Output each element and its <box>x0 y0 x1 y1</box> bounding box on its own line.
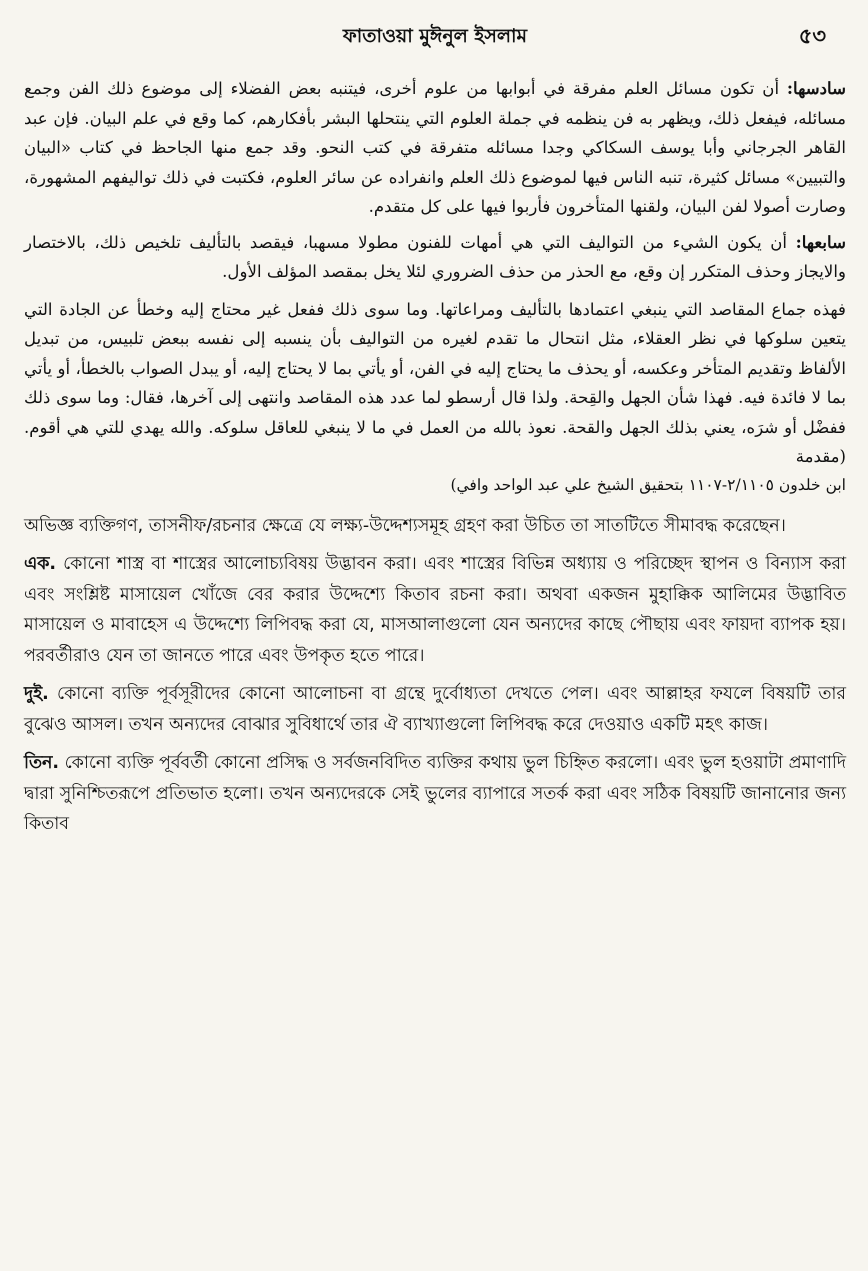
bengali-label-one: এক. <box>24 554 57 574</box>
bengali-text-one: কোনো শাস্ত্র বা শাস্ত্রের আলোচ্যবিষয় উদ্ভাবন করা। এবং শাস্ত্রের বিভিন্ন অধ্যায় ও পরিচ্ছেদ স্থাপন ও বিন্যাস করা এবং সংশ্লিষ্ট মাসায়েল খোঁজে বের করার উদ্দেশ্যে কিতাব রচনা করা। অথবা একজন মুহাক্কিক আলিমের উদ্ভাবিত মাসায়েল ও মাবাহেস এ উদ্দেশ্যে লিপিবদ্ধ করা যে, মাসআলাগুলো যেন অন্যদের কাছে পৌছায় এবং ফায়দা ব্যাপক হয়। পরবর্তীরাও যেন তা জানতে পারে এবং উপকৃত হতে পারে। <box>24 554 846 666</box>
bengali-label-two: দুই. <box>24 684 49 704</box>
arabic-label-seventh: سابعها: <box>795 231 846 252</box>
bengali-label-three: তিন. <box>24 753 60 773</box>
arabic-paragraph-seventh <box>24 228 846 287</box>
arabic-text-sixth: أن تكون مسائل العلم مفرقة في أبوابها من علوم أخرى، فيتنبه بعض الفضلاء إلى موضوع ذلك الفن وجمع مسائله، فيفعل ذلك، ويظهر به فن ينظمه في جملة العلوم التي ينتحلها البشر بأفكارهم، كما وقع في علم البيان. فإن عبد القاهر الجرجاني وأبا يوسف السكاكي وجدا مسائله متفرقة في كتب النحو. وقد جمع منها الجاحظ في كتاب «البيان والتبيين» مسائل كثيرة، تنبه الناس فيها لموضوع ذلك العلم وانفراده عن سائر العلوم، فكتبت في ذلك تواليفهم المشهورة، وصارت أصولا لفن البيان، ولقنها المتأخرون فأربوا فيها على كل متقدم. <box>24 79 846 216</box>
bengali-text-three: কোনো ব্যক্তি পূর্ববর্তী কোনো প্রসিদ্ধ ও সর্বজনবিদিত ব্যক্তির কথায় ভুল চিহ্নিত করলো। এবং ভুল হওয়াটা প্রমাণাদি দ্বারা সুনিশ্চিতরূপে প্রতিভাত হলো। তখন অন্যদেরকে সেই ভুলের ব্যাপারে সতর্ক করা এবং সঠিক বিষয়টি জানানোর জন্য কিতাব <box>24 753 846 834</box>
arabic-label-sixth: سادسها: <box>786 78 847 98</box>
arabic-paragraph-sixth <box>24 74 846 222</box>
arabic-paragraph-conclusion: فهذه جماع المقاصد التي ينبغي اعتمادها بالتأليف ومراعاتها. وما سوى ذلك ففعل غير محتاج إليه وخطأ عن الجادة التي يتعين سلوكها في نظر العقلاء، مثل انتحال ما تقدم لغيره من التواليف بأن ينسبه إلى نفسه ببعض تلبيس، من تبديل الألفاظ وتقديم المتأخر وعكسه، أو يحذف ما يحتاج إليه في الفن، أو يأتي بما لا يحتاج إليه، أو يبدل الصواب بالخطأ، أو يأتي بما لا فائدة فيه. فهذا شأن الجهل والقِحة. ولذا قال أرسطو لما عدد هذه المقاصد وانتهى إلى آخرها، فقال: وما سوى ذلك ففضْل أو شرَه، يعني بذلك الجهل والقحة. نعوذ بالله من العمل في ما لا ينبغي للعاقل سلوكه. والله يهدي للتي هي أقوم. (مقدمة <box>24 299 846 466</box>
arabic-text-seventh: أن يكون الشيء من التواليف التي هي أمهات للفنون مطولا مسهبا، فيقصد بالتأليف تلخيص ذلك، بالاختصار والايجاز وحذف المتكرر إن وقع، مع الحذر من حذف الضروري لئلا يخل بمقصد المؤلف الأول. <box>24 232 846 281</box>
bengali-text-two: কোনো ব্যক্তি পূর্বসূরীদের কোনো আলোচনা বা গ্রন্থে দুর্বোধ্যতা দেখতে পেল। এবং আল্লাহর ফযলে বিষয়টি তার বুঝেও আসল। তখন অন্যদের বোঝার সুবিধার্থে তার ঐ ব্যাখ্যাগুলো লিপিবদ্ধ করে দেওয়াও একটি মহৎ কাজ। <box>24 684 846 735</box>
bengali-intro: অভিজ্ঞ ব্যক্তিগণ, তাসনীফ/রচনার ক্ষেত্রে যে লক্ষ্য-উদ্দেশ্যসমূহ গ্রহণ করা উচিত তা সাতটিতে সীমাবদ্ধ করেছেন। <box>24 515 786 536</box>
bengali-point-three <box>24 748 846 840</box>
arabic-citation: ابن خلدون ٢/١١٠٥-١١٠٧ بتحقيق الشيخ علي عبد الواحد وافي) <box>450 475 846 494</box>
bengali-point-two <box>24 679 846 740</box>
page-header <box>24 0 846 50</box>
running-title: ফাতাওয়া মুঈনুল ইসলাম <box>342 25 528 47</box>
page-number: ৫৩ <box>798 23 826 48</box>
bengali-point-one <box>24 549 846 671</box>
